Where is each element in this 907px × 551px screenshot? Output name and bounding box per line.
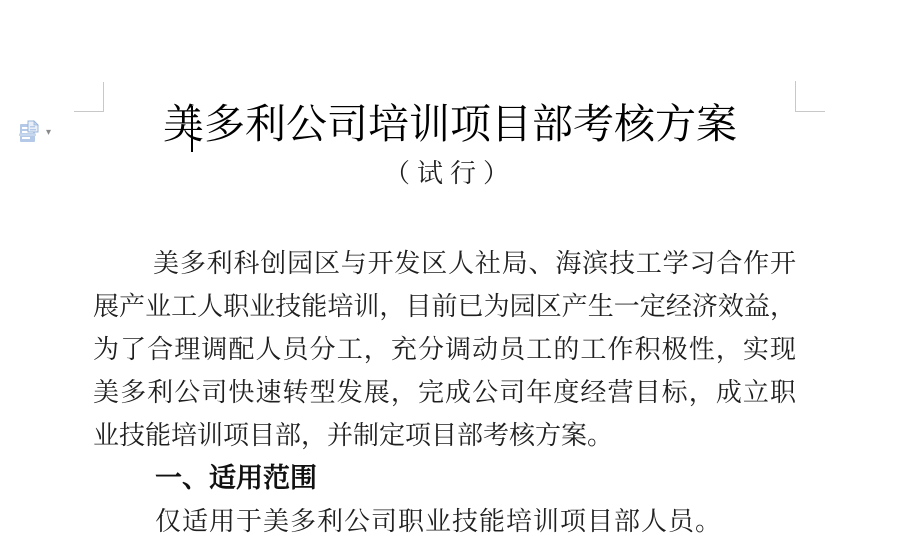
- paste-options-button[interactable]: [18, 118, 60, 146]
- dropdown-arrow-icon[interactable]: ▾: [46, 127, 52, 138]
- text-boundary-mark-top-left-horizontal: [74, 111, 104, 112]
- paste-options-icon: [18, 120, 41, 144]
- paragraph-line-5[interactable]: 业技能培训项目部，并制定项目部考核方案。: [93, 421, 614, 450]
- paragraph-line-2[interactable]: 展产业工人职业技能培训，目前已为园区产生一定经济效益，: [93, 292, 796, 321]
- section-body-line[interactable]: 仅适用于美多利公司职业技能培训项目部人员。: [155, 507, 723, 536]
- section-heading[interactable]: 一、适用范围: [155, 463, 317, 493]
- paragraph-line-3[interactable]: 为了合理调配人员分工，充分调动员工的工作积极性，实现: [93, 335, 796, 364]
- paragraph-line-4[interactable]: 美多利公司快速转型发展，完成公司年度经营目标，成立职: [93, 378, 796, 407]
- paragraph-line-1[interactable]: 美多利科创园区与开发区人社局、海滨技工学习合作开: [153, 249, 796, 278]
- text-boundary-mark-top-right-horizontal: [795, 111, 825, 112]
- document-title[interactable]: 美多利公司培训项目部考核方案: [163, 101, 737, 147]
- document-subtitle[interactable]: （试行）: [383, 159, 516, 188]
